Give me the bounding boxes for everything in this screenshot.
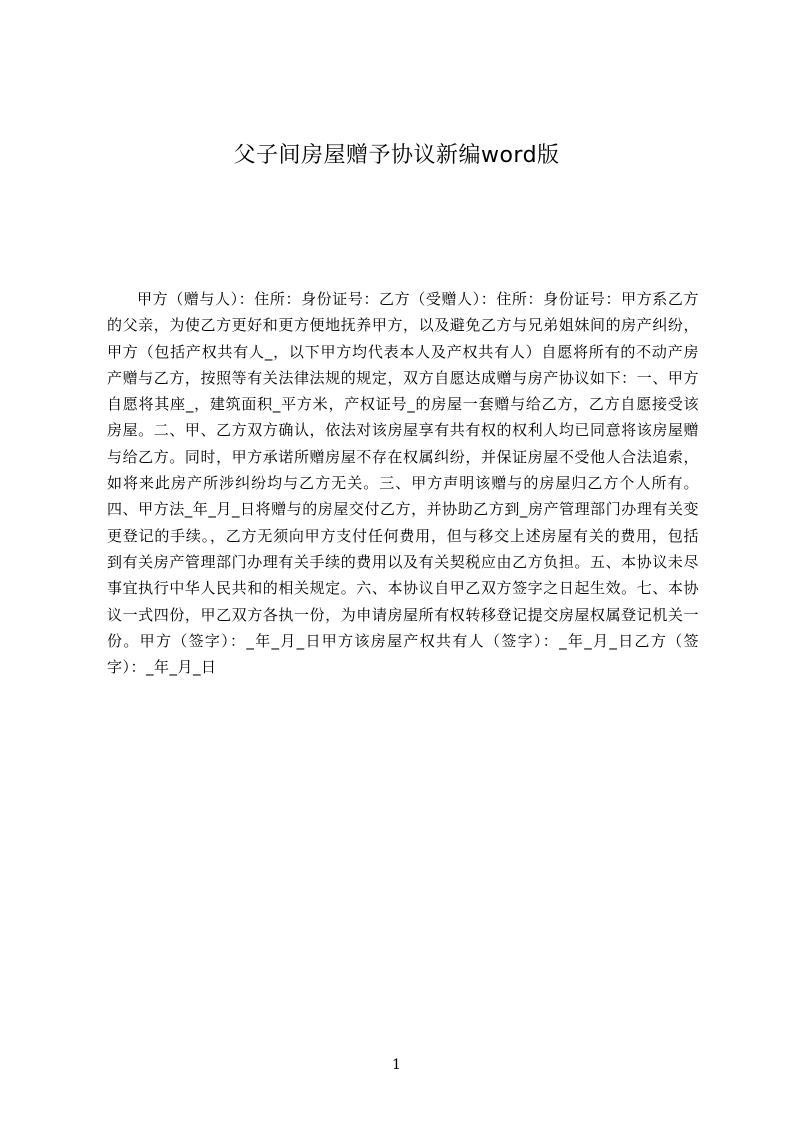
document-title: 父子间房屋赠予协议新编word版 bbox=[233, 143, 560, 168]
page-number: 1 bbox=[392, 1057, 401, 1073]
document-body: 甲方（赠与人）：住所：身份证号：乙方（受赠人）：住所：身份证号：甲方系乙方的父亲，为使乙方更好和更方便地抚养甲方，以及避免乙方与兄弟姐妹间的房产纠纷，甲方（包括产权共有人_，以下甲方均代表本人及产权共有人）自愿将所有的不动产房产赠与乙方，按照等有关法律法规的规定，双方自愿达成赠与房产协议如下：一、甲方自愿将其座_，建筑面积_平方米，产权证号_的房屋一套赠与给乙方，乙方自愿接受该房屋。二、甲、乙方双方确认，依法对该房屋享有共有权的权利人均已同意将该房屋赠与给乙方。同时，甲方承诺所赠房屋不存在权属纠纷，并保证房屋不受他人合法追索，如将来此房产所涉纠纷均与乙方无关。三、甲方声明该赠与的房屋归乙方个人所有。四、甲方法_年_月_日将赠与的房屋交付乙方，并协助乙方到_房产管理部门办理有关变更登记的手续。，乙方无须向甲方支付任何费用，但与移交上述房屋有关的费用，包括到有关房产管理部门办理有关手续的费用以及有关契税应由乙方负担。五、本协议未尽事宜执行中华人民共和的相关规定。六、本协议自甲乙双方签字之日起生效。七、本协议一式四份，甲乙双方各执一份，为申请房屋所有权转移登记提交房屋权属登记机关一份。甲方（签字）：_年_月_日甲方该房屋产权共有人（签字）：_年_月_日乙方（签字）：_年_月_日 bbox=[107, 290, 699, 677]
